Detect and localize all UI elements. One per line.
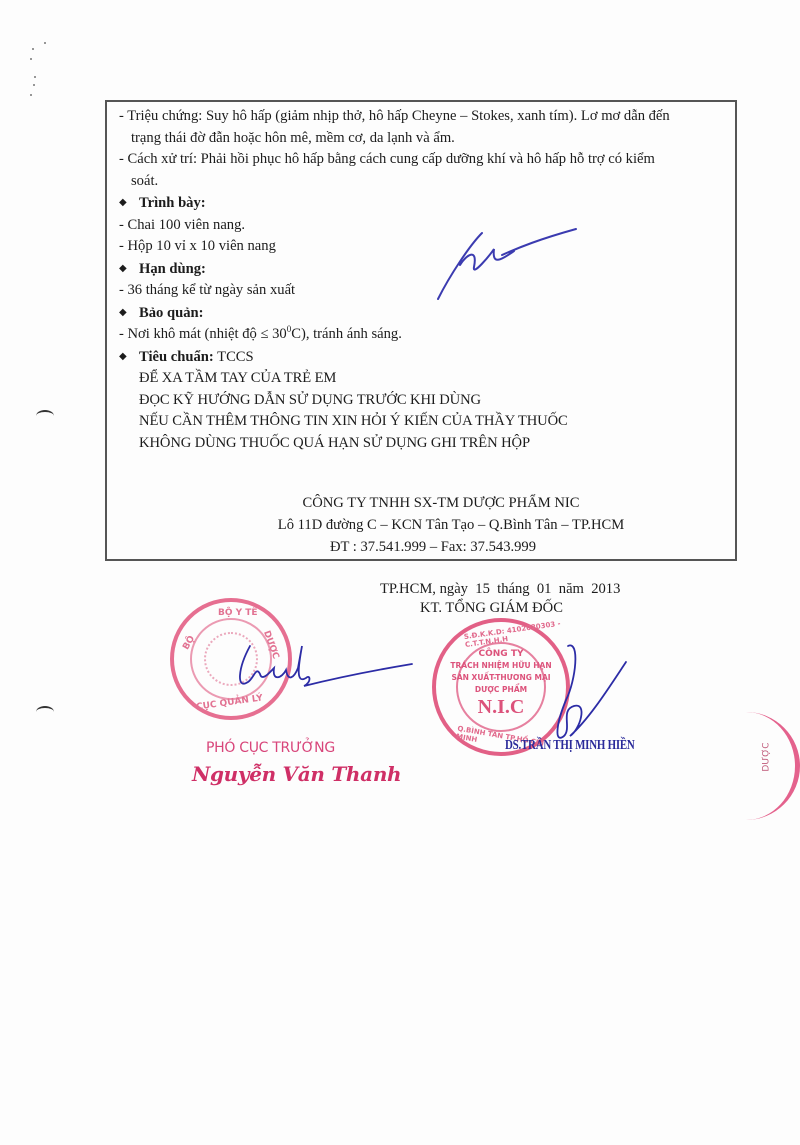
signer-title: KT. TỔNG GIÁM ĐỐC (420, 600, 563, 616)
signature-block (380, 580, 620, 618)
expiry-item: - 36 tháng kể từ ngày sản xuất (119, 282, 296, 298)
company-name: CÔNG TY TNHH SX-TM DƯỢC PHẨM NIC (302, 495, 580, 511)
binder-hole-mark-top (36, 410, 54, 422)
presentation-item: - Chai 100 viên nang. (119, 216, 246, 233)
product-info-content (119, 106, 725, 454)
company-phone-fax: ĐT : 37.541.999 – Fax: 37.543.999 (329, 539, 537, 555)
company-stamp: S.Đ.K.K.D: 4102020303 - C.T.T.N.H.H Q.BÌNH TÂN TP.HỒ CHÍ MINH CÔNG TY TRÁCH NHIỆM HỮU HẠN SẢN XUẤT-THƯƠNG MẠI DƯỢC PHẨM N.I.C (432, 618, 570, 756)
company-info (107, 492, 735, 558)
warning-line: KHÔNG DÙNG THUỐC QUÁ HẠN SỬ DỤNG GHI TRÊN HỘP (139, 434, 530, 451)
company-address: Lô 11D đường C – KCN Tân Tạo – Q.Bình Tân – TP.HCM (277, 517, 625, 533)
diamond-bullet-icon: ◆ (119, 262, 127, 274)
deputy-director-name: Nguyễn Văn Thanh (192, 762, 402, 786)
symptoms-paragraph (119, 106, 725, 149)
warning-line: ĐỂ XA TẦM TAY CỦA TRẺ EM (139, 370, 337, 386)
date-line: TP.HCM, ngày 15 tháng 01 năm 2013 (380, 581, 621, 597)
diamond-bullet-icon: ◆ (119, 197, 127, 208)
binder-hole-mark-bottom (36, 706, 54, 718)
section-heading-expiry: ◆ Hạn dùng: (119, 258, 725, 281)
diamond-bullet-icon: ◆ (119, 350, 127, 362)
warning-line: NẾU CẦN THÊM THÔNG TIN XIN HỎI Ý KIẾN CỦA THẦY THUỐC (139, 413, 568, 429)
section-heading-storage: ◆ Bảo quản: (119, 302, 725, 325)
deputy-director-title: PHÓ CỤC TRƯỞNG (206, 740, 335, 756)
director-name: DS.TRẦN THỊ MINH HIỀN (505, 738, 635, 753)
presentation-item: - Hộp 10 vỉ x 10 viên nang (119, 238, 276, 254)
standard-value: TCCS (213, 348, 254, 365)
storage-item: - Nơi khô mát (nhiệt độ ≤ $30^0C$), tránh ánh sáng. (119, 324, 402, 342)
director-signature-icon (540, 640, 630, 750)
ministry-stamp: BỘ Y TẾ BỘ DƯỢC CỤC QUẢN LÝ (170, 598, 292, 720)
treatment-continuation: soát. (131, 172, 159, 189)
edge-stamp-text: DƯỢC (761, 742, 772, 772)
product-info-box (105, 100, 737, 561)
symptoms-line: - Triệu chứng: Suy hô hấp (giảm nhịp thở, hô hấp Cheyne – Stokes, xanh tím). Lơ mơ dẫn đến (119, 108, 670, 124)
symptoms-continuation: trạng thái đờ đẫn hoặc hôn mê, mềm cơ, da lạnh và ẩm. (131, 129, 455, 146)
warning-line: ĐỌC KỸ HƯỚNG DẪN SỬ DỤNG TRƯỚC KHI DÙNG (139, 391, 481, 408)
treatment-paragraph (119, 149, 725, 192)
deputy-signature-icon (236, 638, 416, 698)
section-heading-standard: ◆ Tiêu chuẩn: TCCS (119, 346, 725, 369)
initials-signature-icon (430, 225, 580, 305)
scan-speckles (28, 48, 48, 108)
diamond-bullet-icon: ◆ (119, 306, 127, 318)
section-heading-presentation: ◆ Trình bày: (119, 192, 725, 215)
treatment-line: - Cách xử trí: Phải hồi phục hô hấp bằng cách cung cấp dưỡng khí và hô hấp hỗ trợ có kiểm (119, 151, 655, 167)
